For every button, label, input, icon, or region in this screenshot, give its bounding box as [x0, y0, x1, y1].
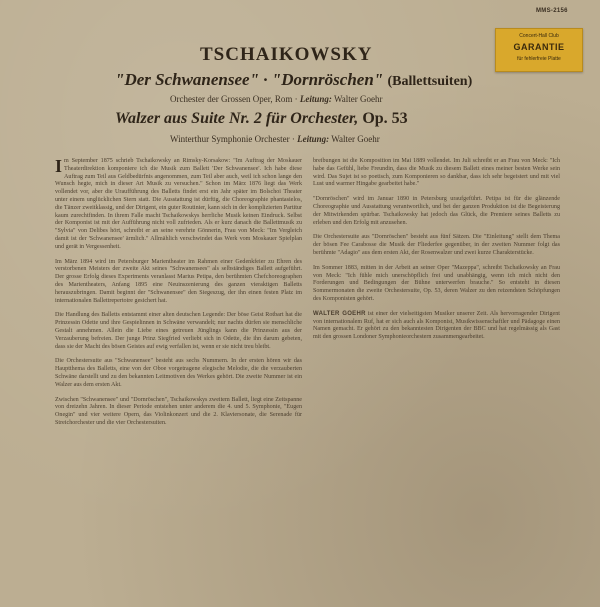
liner-paragraph-text: m September 1875 schrieb Tschaikowsky an Rimsky-Korsakow: "Im Auftrag der Moskauer Theaterdirektion komponiere ich die Musik zum Ballett 'Der Schwanensee'. Ich habe diese Auftrag zum Teil aus Geldbedürfnis angenommen, zum Teil aber auch, weil ich schon lange den Wunsch hegte, mich in dieser Art Musik zu versuchen." Schon im März 1876 liegt das Werk vollendet vor, aber die Uraufführung des Balletts findet erst ein Jahr später im Bolschoi Theater unter einem unglücklichen Stern statt. Die Ausstattung ist dürftig, die Choreographie phantasielos, die Tänzer zweitklassig, und der Dirigent, ein guter Routinier, kann sich in der komplizierten Partitur kaum zurechtfinden. In ihrem Falle macht Tschaikowskys herrliche Musik keinen Eindruck. Selbst der Komponist ist mit der Aufführung nicht voll zufrieden. Als er kurz danach die Ballettmusik zu "Sylvia" von Delibes hört, schreibt er an seine verehrte Gönnerin, Frau von Meck: "Im Vergleich damit ist der 'Schwanensee' ärmlich." Allmählich verschwindet das Werk vom Moskauer Spielplan und gerät in Vergessenheit. [55, 158, 302, 250]
performer-2-orchestra: Winterthur Symphonie Orchester [170, 134, 290, 144]
performer-2-label: Leitung: [297, 134, 330, 144]
composer-name: TSCHAIKOWSKY [200, 44, 373, 65]
work-title-1 [115, 70, 472, 90]
guarantee-sticker [495, 28, 583, 72]
liner-paragraph: Die Orchestersuite aus "Schwanensee" besteht aus sechs Nummern. In der ersten hören wir das Hauptthema des Balletts, eine von der Oboe vorgetragene elegische Melodie, die die verzauberten Schwäne darstellt und zu den bekannten Leitmotiven des Werkes gehört. Die zweite Nummer ist ein Walzer aus dem ersten Akt. [55, 358, 302, 388]
catalog-number: MMS-2156 [536, 8, 568, 14]
liner-paragraph: Zwischen "Schwanensee" und "Dornröschen", Tschaikowskys zweitem Ballett, liegt eine Zeitspanne von dreizehn Jahren. In dieser Periode entstehen unter anderem die 4. und 5. Symphonie, "Eugen Onegin" und vier weitere Opern, das Violinkonzert und die 2. Klaviersonate, die Serenade für Streichorchester und die vier Orchestersuiten. [55, 396, 302, 426]
liner-paragraph: Im März 1894 wird im Petersburger Marientheater im Rahmen einer Gedenkfeier zu Ehren des verstorbenen Meisters der zweite Akt seines "Schwanensees" als selbständiges Ballett aufgeführt. Der grosse Erfolg dieses Experiments veranlasst Marius Petipa, den berühmten Chefchoreographen des Marientheaters, Anfang 1895 eine Neuinszenierung des ganzen vieraktigen Balletts herauszubringen. Damit beginnt der "Schwanensee" den Siegeszug, der ihn einen festen Platz im internationalen Ballettrepertoire gesichert hat. [55, 258, 302, 304]
work-title-2 [115, 110, 408, 128]
work-title-1-main: "Der Schwanensee" · "Dornröschen" [115, 70, 384, 89]
liner-notes-left-column [55, 158, 302, 435]
performer-line-1 [170, 94, 382, 104]
liner-paragraph: "Dornröschen" wird im Januar 1890 in Petersburg uraufgeführt. Petipa ist für die glänzende Choreographie und Ausstattung verantwortlich, und bei der ganzen Produktion ist die Begeisterung der Mitwirkenden spürbar. Tschaikowsky hat jedoch das Glück, die Premiere seines Balletts zu erleben und den Erfolg mit anzusehen. [313, 196, 560, 226]
sticker-club-line: Concert-Hall Club [519, 33, 559, 39]
performer-1-label: Leitung: [299, 94, 332, 104]
drop-cap: I [55, 156, 63, 176]
sticker-note-line: für fehlerfreie Platte [517, 56, 561, 62]
conductor-bio-text: ist einer der vielseitigsten Musiker unserer Zeit. Als hervorragender Dirigent von internationalem Ruf, hat er sich auch als Komponist, Musikwissenschaftler und Pädagoge einen Namen gemacht. Er gehört zu den bekanntesten Dirigenten der BBC und hat regelmässig als Gast mit den grossen Londoner Symphonieorchestern zusammengearbeitet. [313, 310, 560, 341]
performer-2-conductor: Walter Goehr [329, 134, 380, 144]
liner-notes-right-column [313, 158, 560, 349]
liner-paragraph: breibungen ist die Komposition im Mai 1889 vollendet. Im Juli schreibt er an Frau von Meck: "Ich habe das Gefühl, liebe Freundin, dass die Musik zu diesem Ballett eines meiner besten Werke sein wird. Das Sujet ist so poetisch, zum Komponieren so dankbar, dass ich sehr begeistert und mit viel Lust und warmer Hingabe gearbeitet habe." [313, 158, 560, 188]
work-title-1-suffix: (Ballettsuiten) [387, 74, 473, 89]
work-title-2-suffix: Op. 53 [362, 110, 408, 127]
sticker-guarantee-line: GARANTIE [513, 42, 565, 52]
liner-paragraph [55, 158, 302, 252]
performer-1-separator: · [292, 94, 300, 104]
performer-1-conductor: Walter Goehr [331, 94, 383, 104]
liner-paragraph: Im Sommer 1883, mitten in der Arbeit an seiner Oper "Mazeppa", schreibt Tschaikowsky an Frau von Meck: "Ich fühle mich unerschöpflich frei und unabhängig, wenn ich mich nicht den Forderungen und Bedingungen der Bühne unterwerfen brauche." So entsteht in diesen Sommermonaten die zweite Orchestersuite, Op. 53, deren Walzer zu den reizendsten Schöpfungen des Komponisten gehört. [313, 264, 560, 302]
conductor-bio-name: WALTER GOEHR [313, 310, 366, 317]
performer-line-2 [170, 134, 380, 144]
conductor-bio [313, 311, 560, 342]
liner-paragraph: Die Orchestersuite aus "Dornröschen" besteht aus fünf Sätzen. Die "Einleitung" stellt dem Thema der bösen Fee Carabosse die Musik der Fliederfee gegenüber, in der zweiten Nummer folgt das berühmte "Adagio" aus dem ersten Akt, der Rosenwalzer und zwei kurze Charakterstücke. [313, 234, 560, 256]
work-title-2-main: Walzer aus Suite Nr. 2 für Orchester, [115, 110, 359, 127]
performer-1-orchestra: Orchester der Grossen Oper, Rom [170, 94, 293, 104]
performer-2-separator: · [289, 134, 298, 144]
liner-paragraph: Die Handlung des Balletts entstammt einer alten deutschen Legende: Der böse Geist Rotbart hat die Prinzessin Odette und ihre Gespielinnen in Schwäne verwandelt; nur nachts dürfen sie menschliche Gestalt annehmen. Allein die Liebe eines getreuen Jünglings kann die Prinzessin aus der Verzauberung befreien. Der junge Prinz Siegfried verliebt sich in Odette, die ihn darum gebeten, dass sie der Macht des bösen Geistes auf ewig verfallen ist, wenn er sie nicht treu bleibt. [55, 312, 302, 350]
